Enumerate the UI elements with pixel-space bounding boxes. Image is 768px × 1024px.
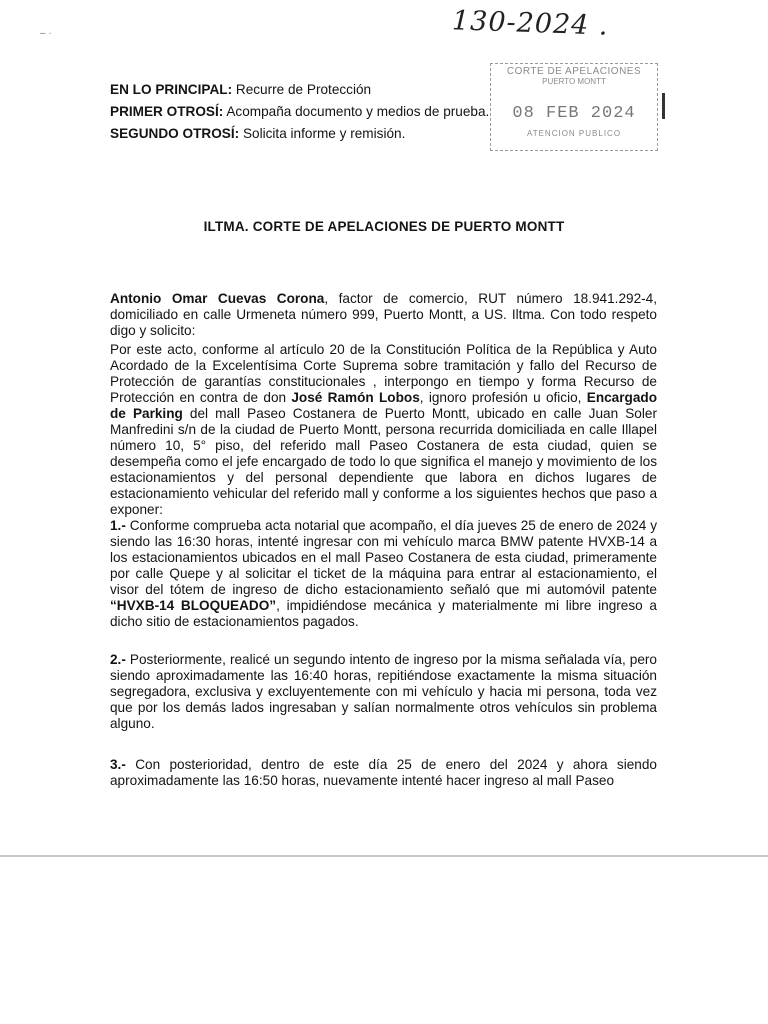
segundo-label: SEGUNDO OTROSÍ: [110,126,240,141]
header-block [110,79,489,145]
principal-label: EN LO PRINCIPAL: [110,82,233,97]
margin-mark [662,93,665,119]
respondent-name: José Ramón Lobos [291,390,420,405]
intro-text: , factor de comercio, RUT número 18.941.292-4, domiciliado en calle Urmeneta número 999, Puerto Montt, a US. Iltma. Con todo respeto digo y solicito: [110,291,657,338]
intro-paragraph [110,291,657,339]
segundo-text: Solicita informe y remisión. [242,126,406,141]
handwritten-case-number: 130-2024 . [451,5,610,42]
header-primer-otrosi [110,101,489,123]
page-edge-line [0,855,768,857]
primer-text: Acompaña documento y medios de prueba. [226,104,490,119]
body-text-2: , ignoro profesión u oficio, [419,390,587,405]
point-1-text-1: Conforme comprueba acta notarial que acompaño, el día jueves 25 de enero de 2024 y siendo las 16:30 horas, intenté ingresar con mi vehículo marca BMW patente HVXB-14 a los estacionamientos ubicados en el mall Paseo Costanera de esta ciudad, primeramente por calle Quepe y al solicitar el ticket de la máquina para entrar al estacionamiento, el visor del tótem de ingreso de dicho estacionamiento señaló que mi automóvil patente [110,518,657,597]
point-1-paragraph [110,518,657,630]
principal-text: Recurre de Protección [235,82,372,97]
court-title: ILTMA. CORTE DE APELACIONES DE PUERTO MONTT [203,219,565,234]
stamp-date: 08 FEB 2024 [512,104,636,123]
petitioner-name: Antonio Omar Cuevas Corona [110,291,325,306]
point-3-number: 3.- [110,757,126,772]
body-text-3: del mall Paseo Costanera de Puerto Montt, ubicado en calle Juan Soler Manfredini s/n de la ciudad de Puerto Montt, persona recurrida domiciliada en calle Illapel número 10, 5° piso, del referido mall Paseo Costanera de esta ciudad, quien se desempeña como el jefe encargado de todo lo que significa el manejo y movimiento de los estacionamientos y del personal dependiente que labora en dichos lugares de estacionamiento vehicular del referido mall y conforme a los siguientes hechos que paso a exponer: [110,406,657,517]
point-3-text: Con posterioridad, dentro de este día 25 de enero del 2024 y ahora siendo aproximadamente las 16:50 horas, nuevamente intenté hacer ingreso al mall Paseo [110,757,657,788]
primer-label: PRIMER OTROSÍ: [110,104,224,119]
stamp-line-2: PUERTO MONTT [542,77,606,86]
header-principal [110,79,489,101]
scan-specks: ‒ · [40,28,52,39]
point-3-paragraph [110,757,657,789]
header-segundo-otrosi [110,123,489,145]
point-2-text: Posteriormente, realicé un segundo intento de ingreso por la misma señalada vía, pero siendo aproximadamente las 16:40 horas, repitiéndose exactamente la misma situación segregadora, exclusiva y excluyentemente con mi vehículo y hacia mi persona, toda vez que por los demás lados ingresaban y salían normalmente otros vehículos sin problema alguno. [110,652,657,731]
point-2-paragraph [110,652,657,732]
point-2-number: 2.- [110,652,126,667]
point-1-plate-status: “HVXB-14 BLOQUEADO” [110,598,277,613]
stamp-line-3: ATENCION PUBLICO [526,129,622,138]
stamp-line-1: CORTE DE APELACIONES [506,66,642,77]
respondent-role: Encargado de Parking [110,390,658,421]
point-1-number: 1.- [110,518,126,533]
point-1-text-2: , impidiéndose mecánica y materialmente mi libre ingreso a dicho sitio de estacionamientos pagados. [110,598,657,629]
court-reception-stamp [490,63,658,151]
body-text-1: Por este acto, conforme al artículo 20 de la Constitución Política de la República y Auto Acordado de la Excelentísima Corte Suprema sobre tramitación y fallo del Recurso de Protección de garantías constitucionales , interpongo en tiempo y forma Recurso de Protección en contra de don [110,342,657,405]
body-paragraph [110,342,657,518]
